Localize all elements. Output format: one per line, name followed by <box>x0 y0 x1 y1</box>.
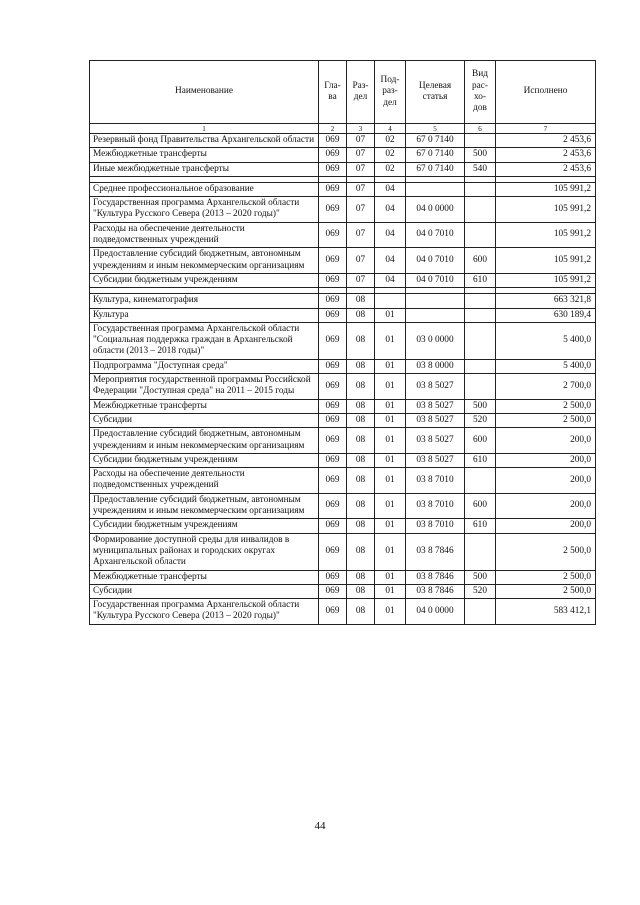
cell-value: 200,0 <box>496 468 596 494</box>
cell-value: 663 321,8 <box>496 294 596 308</box>
cell-glava: 069 <box>319 162 347 176</box>
cell-value: 2 500,0 <box>496 584 596 598</box>
cell-name: Расходы на обеспечение деятельности подведомственных учреждений <box>90 468 319 494</box>
cell-razdel: 08 <box>347 322 375 359</box>
cell-vid: 520 <box>465 413 496 427</box>
cell-razdel: 07 <box>347 182 375 196</box>
cell-glava: 069 <box>319 584 347 598</box>
cell-name: Субсидии бюджетным учреждениям <box>90 519 319 533</box>
cell-razdel: 08 <box>347 584 375 598</box>
table-row <box>90 399 596 413</box>
cell-name: Субсидии бюджетным учреждениям <box>90 453 319 467</box>
header-vid: Вид рас- хо- дов <box>465 61 496 124</box>
cell-value: 105 991,2 <box>496 222 596 248</box>
cell-razdel: 08 <box>347 359 375 373</box>
cell-podrazdel: 02 <box>375 134 406 148</box>
cell-name: Субсидии бюджетным учреждениям <box>90 273 319 287</box>
col-number: 5 <box>406 124 465 134</box>
cell-razdel: 07 <box>347 222 375 248</box>
cell-podrazdel: 01 <box>375 374 406 400</box>
cell-razdel: 08 <box>347 413 375 427</box>
cell-podrazdel: 01 <box>375 453 406 467</box>
cell-target: 03 0 0000 <box>406 322 465 359</box>
cell-name: Иные межбюджетные трансферты <box>90 162 319 176</box>
cell-podrazdel: 01 <box>375 359 406 373</box>
cell-value: 200,0 <box>496 519 596 533</box>
cell-podrazdel: 04 <box>375 197 406 223</box>
cell-name: Межбюджетные трансферты <box>90 399 319 413</box>
cell-value: 200,0 <box>496 453 596 467</box>
cell-name: Государственная программа Архангельской области "Социальная поддержка граждан в Архангельской области (2013 – 2018 годы)" <box>90 322 319 359</box>
table-row <box>90 374 596 400</box>
table-row <box>90 533 596 570</box>
col-number: 2 <box>319 124 347 134</box>
cell-vid <box>465 197 496 223</box>
cell-name: Предоставление субсидий бюджетным, автономным учреждениям и иным некоммерческим организациям <box>90 428 319 454</box>
cell-vid <box>465 222 496 248</box>
cell-target: 03 8 5027 <box>406 453 465 467</box>
cell-podrazdel: 01 <box>375 413 406 427</box>
cell-value: 105 991,2 <box>496 197 596 223</box>
cell-target: 03 8 5027 <box>406 413 465 427</box>
page-number: 44 <box>314 820 326 832</box>
cell-value: 2 453,6 <box>496 148 596 162</box>
cell-razdel: 08 <box>347 493 375 519</box>
cell-name: Культура, кинематография <box>90 294 319 308</box>
cell-value: 2 500,0 <box>496 399 596 413</box>
cell-glava: 069 <box>319 248 347 274</box>
cell-target <box>406 182 465 196</box>
cell-razdel: 08 <box>347 308 375 322</box>
cell-glava: 069 <box>319 197 347 223</box>
col-number: 7 <box>496 124 596 134</box>
cell-value: 2 700,0 <box>496 374 596 400</box>
cell-value: 105 991,2 <box>496 248 596 274</box>
cell-vid <box>465 359 496 373</box>
cell-vid <box>465 308 496 322</box>
table-row <box>90 519 596 533</box>
cell-podrazdel: 04 <box>375 222 406 248</box>
table-row <box>90 322 596 359</box>
cell-podrazdel: 01 <box>375 428 406 454</box>
cell-podrazdel: 01 <box>375 570 406 584</box>
cell-value: 2 453,6 <box>496 134 596 148</box>
cell-target: 03 8 7846 <box>406 584 465 598</box>
cell-name: Формирование доступной среды для инвалидов в муниципальных районах и городских округах Архангельской области <box>90 533 319 570</box>
cell-vid: 600 <box>465 248 496 274</box>
cell-target: 03 8 7010 <box>406 519 465 533</box>
col-number: 6 <box>465 124 496 134</box>
table-row <box>90 413 596 427</box>
cell-razdel: 07 <box>347 162 375 176</box>
cell-target: 67 0 7140 <box>406 148 465 162</box>
cell-name: Государственная программа Архангельской области "Культура Русского Севера (2013 – 2020 годы)" <box>90 197 319 223</box>
cell-value: 105 991,2 <box>496 273 596 287</box>
cell-razdel: 08 <box>347 399 375 413</box>
cell-razdel: 08 <box>347 468 375 494</box>
cell-vid: 520 <box>465 584 496 598</box>
cell-razdel: 08 <box>347 294 375 308</box>
cell-vid: 600 <box>465 493 496 519</box>
cell-podrazdel: 02 <box>375 162 406 176</box>
cell-name: Межбюджетные трансферты <box>90 570 319 584</box>
cell-podrazdel: 01 <box>375 493 406 519</box>
cell-glava: 069 <box>319 453 347 467</box>
cell-podrazdel: 04 <box>375 248 406 274</box>
table-row <box>90 468 596 494</box>
cell-value: 2 453,6 <box>496 162 596 176</box>
cell-glava: 069 <box>319 308 347 322</box>
cell-podrazdel: 04 <box>375 182 406 196</box>
cell-name: Мероприятия государственной программы Российской Федерации "Доступная среда" на 2011 – 2015 годы <box>90 374 319 400</box>
cell-vid <box>465 599 496 625</box>
cell-glava: 069 <box>319 533 347 570</box>
cell-podrazdel: 04 <box>375 273 406 287</box>
cell-podrazdel: 02 <box>375 148 406 162</box>
cell-value: 5 400,0 <box>496 322 596 359</box>
cell-glava: 069 <box>319 599 347 625</box>
table-row <box>90 428 596 454</box>
table-row <box>90 570 596 584</box>
col-number: 4 <box>375 124 406 134</box>
cell-name: Резервный фонд Правительства Архангельской области <box>90 134 319 148</box>
cell-podrazdel: 01 <box>375 468 406 494</box>
cell-vid <box>465 134 496 148</box>
table-row <box>90 584 596 598</box>
cell-name: Межбюджетные трансферты <box>90 148 319 162</box>
cell-podrazdel: 01 <box>375 399 406 413</box>
table-row <box>90 453 596 467</box>
cell-glava: 069 <box>319 399 347 413</box>
cell-value: 2 500,0 <box>496 413 596 427</box>
cell-glava: 069 <box>319 468 347 494</box>
cell-glava: 069 <box>319 294 347 308</box>
cell-glava: 069 <box>319 413 347 427</box>
cell-glava: 069 <box>319 273 347 287</box>
cell-value: 200,0 <box>496 428 596 454</box>
table-row <box>90 162 596 176</box>
cell-razdel: 07 <box>347 148 375 162</box>
header-done: Исполнено <box>496 61 596 124</box>
cell-name: Среднее профессиональное образование <box>90 182 319 196</box>
cell-razdel: 08 <box>347 428 375 454</box>
cell-target: 03 8 5027 <box>406 428 465 454</box>
table-row <box>90 493 596 519</box>
cell-target: 03 8 7846 <box>406 570 465 584</box>
cell-name: Субсидии <box>90 584 319 598</box>
table-row <box>90 294 596 308</box>
cell-podrazdel: 01 <box>375 322 406 359</box>
header-glava: Гла- ва <box>319 61 347 124</box>
cell-podrazdel: 01 <box>375 519 406 533</box>
header-razdel: Раз- дел <box>347 61 375 124</box>
table-row <box>90 197 596 223</box>
cell-target <box>406 308 465 322</box>
cell-glava: 069 <box>319 493 347 519</box>
cell-podrazdel <box>375 294 406 308</box>
cell-razdel: 08 <box>347 453 375 467</box>
cell-vid <box>465 294 496 308</box>
cell-glava: 069 <box>319 322 347 359</box>
cell-vid <box>465 322 496 359</box>
cell-value: 2 500,0 <box>496 570 596 584</box>
cell-vid: 600 <box>465 428 496 454</box>
table-row <box>90 308 596 322</box>
cell-glava: 069 <box>319 428 347 454</box>
cell-value: 105 991,2 <box>496 182 596 196</box>
table-row <box>90 359 596 373</box>
cell-glava: 069 <box>319 222 347 248</box>
header-podrazdel: Под- раз- дел <box>375 61 406 124</box>
cell-vid: 540 <box>465 162 496 176</box>
cell-razdel: 07 <box>347 197 375 223</box>
cell-razdel: 08 <box>347 533 375 570</box>
cell-glava: 069 <box>319 570 347 584</box>
cell-glava: 069 <box>319 134 347 148</box>
cell-razdel: 08 <box>347 599 375 625</box>
table-row <box>90 134 596 148</box>
cell-name: Субсидии <box>90 413 319 427</box>
table-row <box>90 222 596 248</box>
column-number-row <box>90 124 596 134</box>
cell-podrazdel: 01 <box>375 584 406 598</box>
cell-name: Расходы на обеспечение деятельности подведомственных учреждений <box>90 222 319 248</box>
cell-target: 04 0 7010 <box>406 248 465 274</box>
cell-vid <box>465 182 496 196</box>
col-number: 3 <box>347 124 375 134</box>
table-row <box>90 599 596 625</box>
budget-table-sheet <box>89 60 595 625</box>
cell-value: 583 412,1 <box>496 599 596 625</box>
header-name: Наименование <box>90 61 319 124</box>
cell-name: Государственная программа Архангельской области "Культура Русского Севера (2013 – 2020 годы)" <box>90 599 319 625</box>
cell-target: 04 0 0000 <box>406 599 465 625</box>
cell-podrazdel: 01 <box>375 308 406 322</box>
cell-value: 2 500,0 <box>496 533 596 570</box>
table-row <box>90 182 596 196</box>
cell-target <box>406 294 465 308</box>
cell-podrazdel: 01 <box>375 599 406 625</box>
cell-target: 03 8 7010 <box>406 493 465 519</box>
cell-podrazdel: 01 <box>375 533 406 570</box>
cell-razdel: 08 <box>347 519 375 533</box>
cell-vid: 500 <box>465 399 496 413</box>
table-body <box>90 134 596 625</box>
cell-vid <box>465 533 496 570</box>
cell-glava: 069 <box>319 148 347 162</box>
cell-target: 04 0 7010 <box>406 222 465 248</box>
cell-name: Предоставление субсидий бюджетным, автономным учреждениям и иным некоммерческим организациям <box>90 493 319 519</box>
table-row <box>90 248 596 274</box>
table-row <box>90 148 596 162</box>
cell-vid: 610 <box>465 273 496 287</box>
cell-target: 03 8 7010 <box>406 468 465 494</box>
cell-vid <box>465 374 496 400</box>
cell-target: 03 8 0000 <box>406 359 465 373</box>
cell-glava: 069 <box>319 519 347 533</box>
cell-vid: 500 <box>465 570 496 584</box>
budget-table <box>89 60 596 625</box>
cell-razdel: 08 <box>347 570 375 584</box>
table-row <box>90 273 596 287</box>
cell-target: 67 0 7140 <box>406 162 465 176</box>
cell-vid: 500 <box>465 148 496 162</box>
cell-vid <box>465 468 496 494</box>
cell-vid: 610 <box>465 519 496 533</box>
cell-glava: 069 <box>319 374 347 400</box>
header-row <box>90 61 596 124</box>
col-number: 1 <box>90 124 319 134</box>
cell-value: 630 189,4 <box>496 308 596 322</box>
cell-value: 5 400,0 <box>496 359 596 373</box>
cell-target: 04 0 7010 <box>406 273 465 287</box>
cell-razdel: 07 <box>347 134 375 148</box>
cell-target: 04 0 0000 <box>406 197 465 223</box>
cell-glava: 069 <box>319 359 347 373</box>
cell-target: 03 8 5027 <box>406 374 465 400</box>
cell-target: 03 8 5027 <box>406 399 465 413</box>
cell-value: 200,0 <box>496 493 596 519</box>
cell-vid: 610 <box>465 453 496 467</box>
cell-name: Культура <box>90 308 319 322</box>
cell-razdel: 07 <box>347 273 375 287</box>
cell-name: Подпрограмма "Доступная среда" <box>90 359 319 373</box>
cell-razdel: 07 <box>347 248 375 274</box>
cell-glava: 069 <box>319 182 347 196</box>
cell-target: 03 8 7846 <box>406 533 465 570</box>
cell-name: Предоставление субсидий бюджетным, автономным учреждениям и иным некоммерческим организациям <box>90 248 319 274</box>
cell-target: 67 0 7140 <box>406 134 465 148</box>
cell-razdel: 08 <box>347 374 375 400</box>
header-target: Целевая статья <box>406 61 465 124</box>
